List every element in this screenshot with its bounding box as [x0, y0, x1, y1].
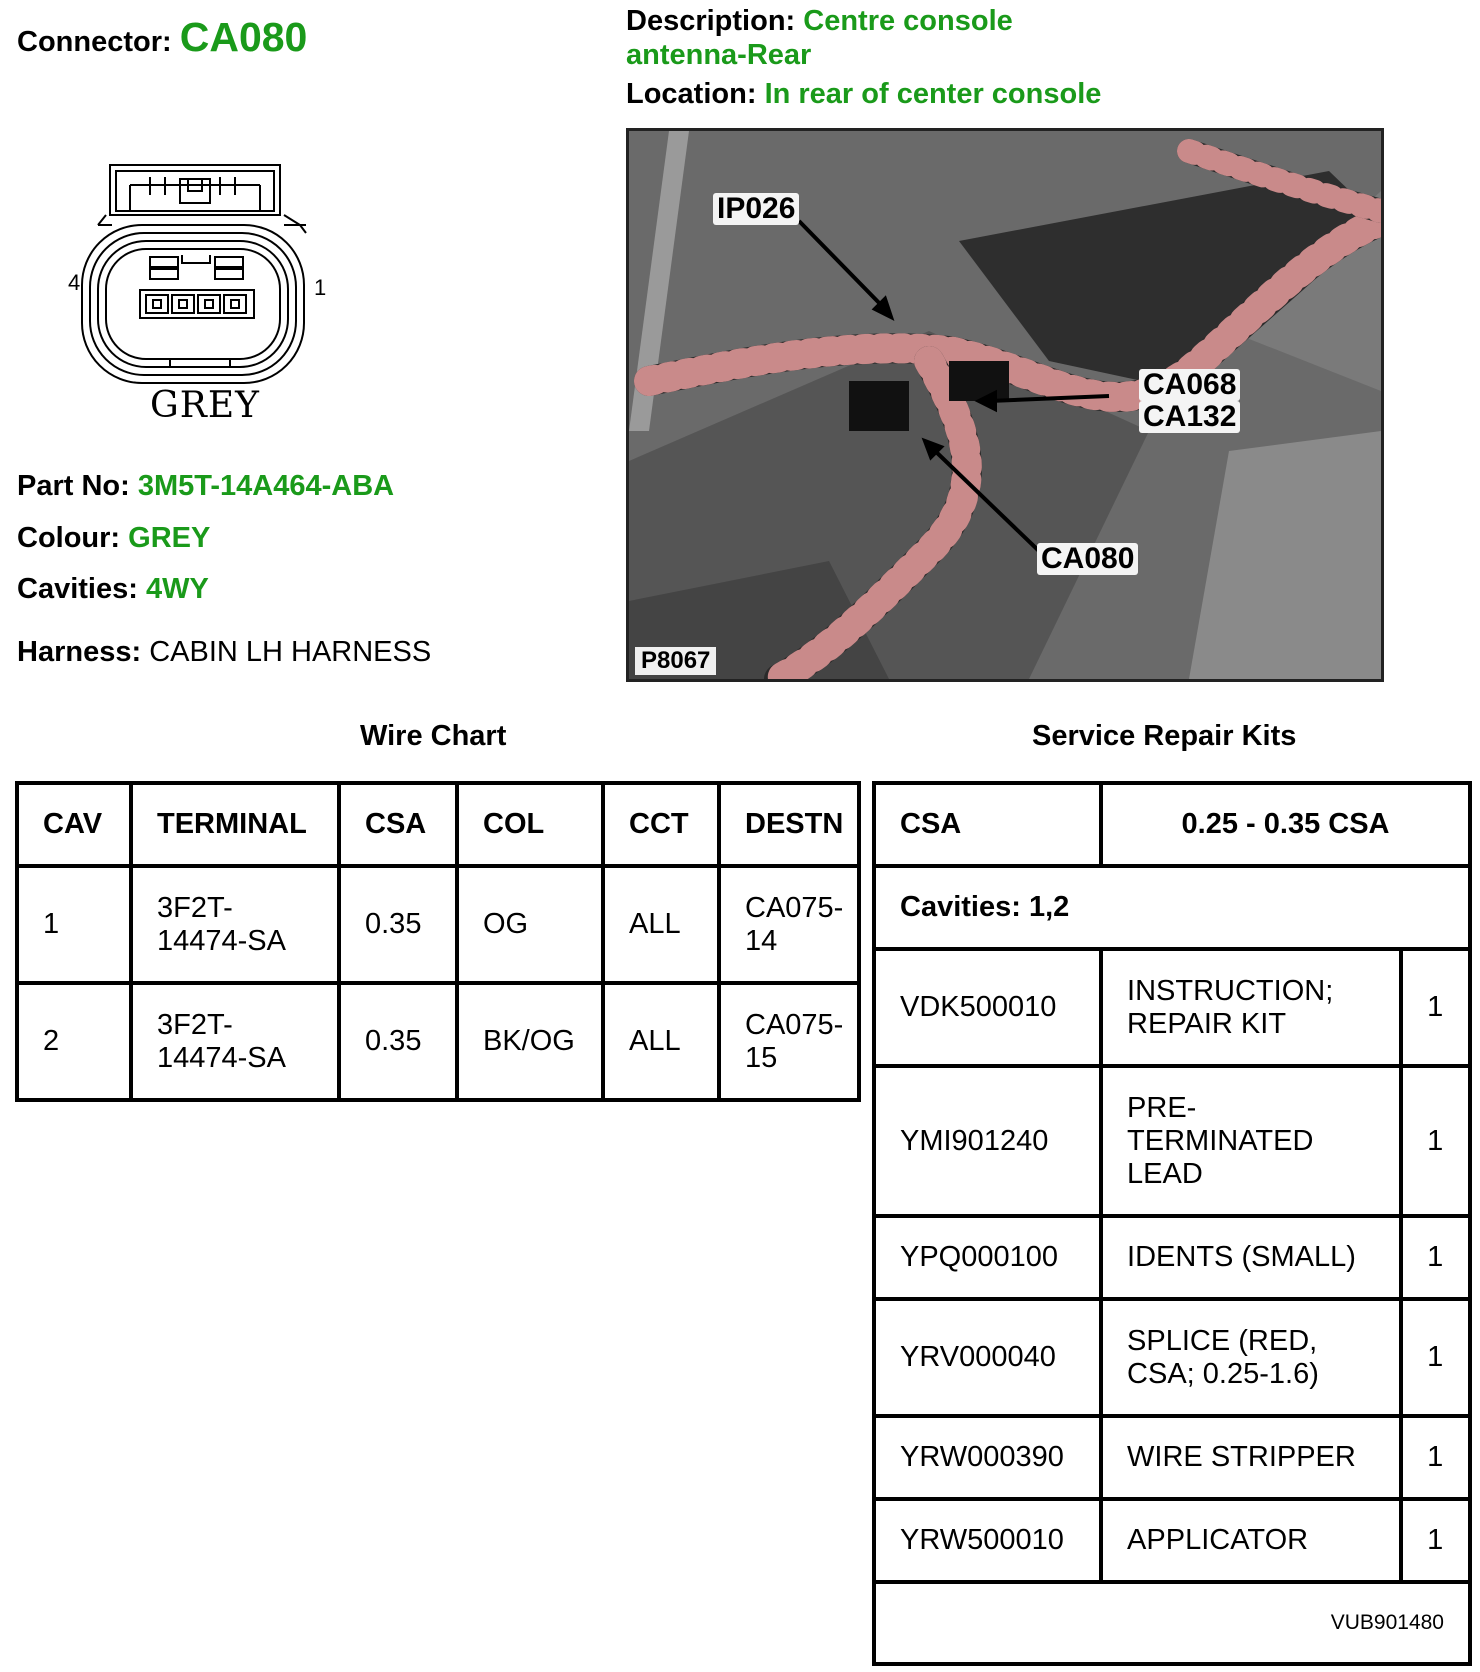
header-cav: CAV: [17, 783, 131, 866]
callout-ca080: CA080: [1037, 543, 1138, 575]
colour: [17, 522, 210, 555]
cell-col: OG: [457, 866, 603, 983]
cell-terminal: [131, 866, 339, 983]
table-row: [17, 866, 859, 983]
cavities-cell: Cavities: 1,2: [874, 866, 1470, 949]
description-label: Description:: [626, 5, 796, 37]
cavities: [17, 573, 209, 606]
table-row: [17, 983, 859, 1100]
desc-line2: TERMINATED: [1127, 1124, 1314, 1157]
desc-line1: PRE-: [1127, 1091, 1197, 1124]
destn-line1: CA075-: [745, 891, 844, 924]
harness-value: CABIN LH HARNESS: [149, 636, 432, 668]
header-csa: CSA: [339, 783, 457, 866]
header-cct: CCT: [603, 783, 719, 866]
repair-kits-header-row: [874, 783, 1470, 866]
wire-chart-header-row: [17, 783, 859, 866]
cell-destn: [719, 983, 859, 1100]
description-value-line1: Centre console: [803, 5, 1013, 37]
repair-kits-table: [872, 781, 1472, 1666]
repair-kits-footer-row: [874, 1582, 1470, 1664]
cell-part: YRW500010: [874, 1499, 1101, 1582]
colour-value: GREY: [128, 522, 211, 554]
cell-part: YMI901240: [874, 1066, 1101, 1216]
location-label: Location:: [626, 78, 757, 110]
cell-desc: [1101, 949, 1401, 1066]
wire-chart-table: [15, 781, 861, 1102]
connector-heading: [17, 14, 307, 61]
table-row: [874, 1066, 1470, 1216]
cavities-value: 4WY: [145, 573, 209, 605]
cell-qty: 1: [1401, 1299, 1470, 1416]
terminal-line1: 3F2T-: [157, 891, 233, 924]
part-no-value: 3M5T-14A464-ABA: [137, 470, 395, 502]
desc-line2: CSA; 0.25-1.6): [1127, 1357, 1319, 1390]
callout-ca068: CA068: [1139, 369, 1240, 401]
location: [626, 78, 1101, 111]
cell-desc: APPLICATOR: [1101, 1499, 1401, 1582]
connector-label: Connector:: [17, 26, 172, 58]
cell-cav: 1: [17, 866, 131, 983]
cell-csa: 0.35: [339, 983, 457, 1100]
destn-line2: 14: [745, 924, 778, 957]
header-csa-range: 0.25 - 0.35 CSA: [1101, 783, 1470, 866]
part-no: [17, 470, 394, 503]
cell-csa: 0.35: [339, 866, 457, 983]
connector-face-drawing: [70, 155, 330, 385]
header-terminal: TERMINAL: [131, 783, 339, 866]
table-row: [874, 1416, 1470, 1499]
desc-line3: LEAD: [1127, 1157, 1203, 1190]
cell-qty: 1: [1401, 1416, 1470, 1499]
connector-id: CA080: [179, 14, 308, 60]
cell-desc: [1101, 1299, 1401, 1416]
cell-qty: 1: [1401, 949, 1470, 1066]
cell-cct: ALL: [603, 866, 719, 983]
cell-cav: 2: [17, 983, 131, 1100]
wire-chart-title: Wire Chart: [360, 720, 507, 752]
table-row: [874, 1216, 1470, 1299]
table-row: [874, 1299, 1470, 1416]
table-row: [874, 1499, 1470, 1582]
description-value-line2: antenna-Rear: [626, 39, 812, 71]
connector-diagram: [70, 155, 330, 445]
cell-qty: 1: [1401, 1499, 1470, 1582]
cell-cct: ALL: [603, 983, 719, 1100]
desc-line2: REPAIR KIT: [1127, 1007, 1287, 1040]
cell-terminal: [131, 983, 339, 1100]
destn-line2: 15: [745, 1041, 778, 1074]
cavities-label: Cavities:: [17, 573, 138, 605]
terminal-line2: 14474-SA: [157, 1041, 286, 1074]
destn-line1: CA075-: [745, 1008, 844, 1041]
colour-label: Colour:: [17, 522, 121, 554]
cell-qty: 1: [1401, 1216, 1470, 1299]
location-value: In rear of center console: [764, 78, 1102, 110]
terminal-line2: 14474-SA: [157, 924, 286, 957]
desc-line1: SPLICE (RED,: [1127, 1324, 1318, 1357]
harness-label: Harness:: [17, 636, 142, 668]
cell-part: YPQ000100: [874, 1216, 1101, 1299]
cell-col: BK/OG: [457, 983, 603, 1100]
table-row: [874, 949, 1470, 1066]
repair-kits-cavities-row: [874, 866, 1470, 949]
cell-desc: WIRE STRIPPER: [1101, 1416, 1401, 1499]
cell-part: YRW000390: [874, 1416, 1101, 1499]
harness: [17, 636, 431, 669]
callout-ca132: CA132: [1139, 401, 1240, 433]
desc-line1: INSTRUCTION;: [1127, 974, 1334, 1007]
diagram-colour-text: GREY: [150, 385, 260, 426]
callout-ip026: IP026: [713, 193, 799, 225]
header-destn: DESTN: [719, 783, 859, 866]
repair-kits-title: Service Repair Kits: [1032, 720, 1297, 752]
cell-part: VDK500010: [874, 949, 1101, 1066]
photo-id: P8067: [635, 647, 716, 675]
cell-qty: 1: [1401, 1066, 1470, 1216]
header-csa-left: CSA: [874, 783, 1101, 866]
pin-1-label: 1: [314, 275, 327, 300]
terminal-line1: 3F2T-: [157, 1008, 233, 1041]
footer-ref: VUB901480: [874, 1582, 1470, 1664]
cell-desc: [1101, 1066, 1401, 1216]
cell-desc: IDENTS (SMALL): [1101, 1216, 1401, 1299]
description: [626, 4, 1013, 72]
cell-destn: [719, 866, 859, 983]
pin-4-label: 4: [68, 270, 81, 295]
location-photo: [626, 128, 1384, 682]
cell-part: YRV000040: [874, 1299, 1101, 1416]
part-no-label: Part No:: [17, 470, 130, 502]
header-col: COL: [457, 783, 603, 866]
